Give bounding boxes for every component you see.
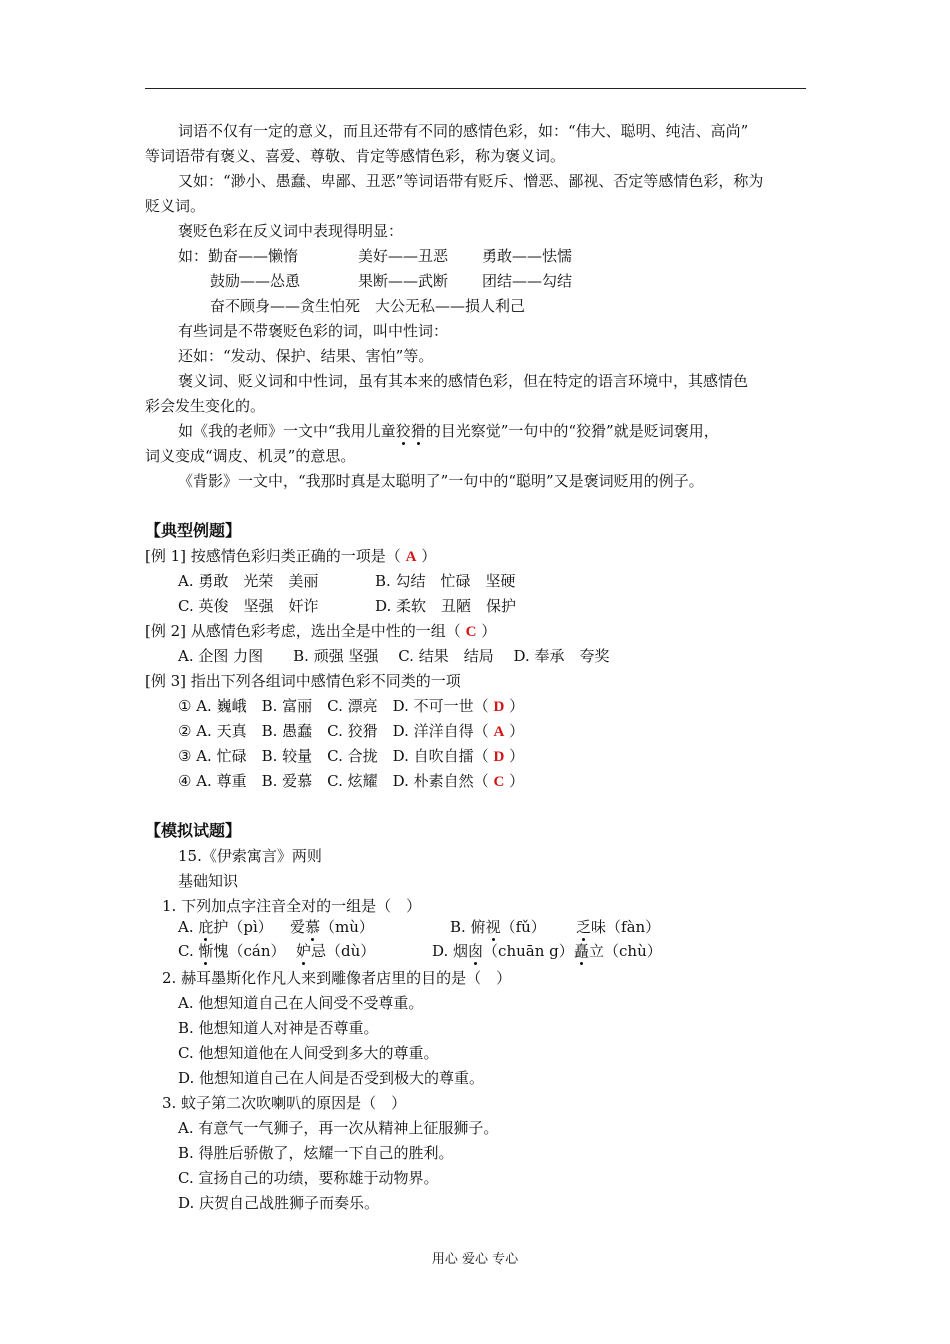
text-run: 忌（dù）: [311, 942, 376, 960]
question-3-option: B. 得胜后骄傲了，炫耀一下自己的胜利。: [178, 1144, 454, 1162]
question-2-option: C. 他想知道他在人间受到多大的尊重。: [178, 1044, 439, 1062]
option-a: A. 勇敢 光荣 美丽: [178, 572, 319, 590]
question-1: 1. 下列加点字注音全对的一组是（ ）: [162, 897, 422, 915]
example-3-row: [178, 745, 524, 768]
example-3-row: [178, 720, 524, 743]
mock-subtitle: 基础知识: [178, 872, 239, 890]
antonym-row-3: 奋不顾身——贪生怕死 大公无私——损人利己: [210, 297, 526, 315]
page-footer: 用心 爱心 专心: [431, 1252, 519, 1267]
text-run: （mù）: [320, 918, 374, 936]
question-3-option: D. 庆贺自己战胜狮子而奏乐。: [178, 1194, 380, 1212]
option-d-part2: [574, 942, 662, 960]
text-run: 护（pì）: [213, 918, 273, 936]
examples-heading: 【典型例题】: [145, 521, 242, 540]
intro-p6-line2: 彩会发生变化的。: [145, 397, 266, 415]
option-b-part1: [450, 916, 576, 938]
row-text: ③ A. 忙碌 B. 较量 C. 合拢 D. 自吹自擂（: [178, 747, 489, 765]
text-run: 立（chù）: [589, 942, 662, 960]
antonym-pair: 美好——丑恶: [358, 247, 449, 265]
question-2-option: B. 他想知道人对神是否尊重。: [178, 1019, 379, 1037]
mock-heading: 【模拟试题】: [145, 821, 242, 840]
text-run: 如《我的老师》一文中“我用儿童: [178, 422, 396, 440]
text-run: 爱: [290, 918, 306, 936]
question-2-option: A. 他想知道自己在人间受不受尊重。: [178, 994, 424, 1012]
intro-p1-line2: 等词语带有褒义、喜爱、尊敬、肯定等感情色彩，称为褒义词。: [145, 147, 566, 165]
dotted-char: 慕: [305, 918, 321, 936]
paren-close: ）: [509, 697, 525, 715]
row-text: ④ A. 尊重 B. 爱慕 C. 炫耀 D. 朴素自然（: [178, 772, 489, 790]
intro-p4: 有些词是不带褒贬色彩的词，叫中性词：: [178, 322, 449, 340]
example-3-row: [178, 695, 524, 718]
dotted-char: 庇: [198, 918, 214, 936]
option-a-part2: [290, 916, 450, 938]
dotted-char: 妒: [296, 942, 312, 960]
example-2-options: A. 企图 力图 B. 顽强 坚强 C. 结果 结局 D. 奉承 夸奖: [178, 647, 610, 665]
question-2: 2. 赫耳墨斯化作凡人来到雕像者店里的目的是（ ）: [162, 969, 512, 987]
antonym-pair: 鼓励——怂恿: [210, 272, 301, 290]
intro-p2-line1: 又如：“渺小、愚蠢、卑鄙、丑恶”等词语带有贬斥、憎恶、鄙视、否定等感情色彩，称为: [178, 172, 764, 190]
answer-mark: D: [493, 699, 505, 715]
dotted-char: 狡: [395, 422, 411, 440]
mock-title: 15.《伊索寓言》两则: [178, 847, 322, 865]
question-1-options-cd: [178, 940, 662, 962]
intro-p5: 还如：“发动、保护、结果、害怕”等。: [178, 347, 434, 365]
answer-mark: D: [493, 749, 505, 765]
paren-close: ）: [509, 772, 525, 790]
dotted-char: 矗: [574, 942, 590, 960]
dotted-char: 乏: [576, 918, 592, 936]
dotted-char: 猾: [410, 422, 426, 440]
option-c: C. 英俊 坚强 奸诈: [178, 597, 319, 615]
example-1-options-ab: [178, 570, 516, 592]
antonym-row-2: [210, 270, 572, 292]
answer-mark: A: [493, 724, 505, 740]
option-b: B. 勾结 忙碌 坚硬: [375, 572, 516, 590]
text-run: （chuān g）: [483, 942, 574, 960]
paren-close: ）: [509, 747, 525, 765]
text-run: 味（fàn）: [591, 918, 661, 936]
question-text: [例 2] 从感情色彩考虑，选出全是中性的一组（: [145, 622, 461, 640]
intro-p6-line1: 褒义词、贬义词和中性词，虽有其本来的感情色彩，但在特定的语言环境中，其感情色: [178, 372, 749, 390]
question-text: [例 1] 按感情色彩归类正确的一项是（: [145, 547, 401, 565]
example-1-options-cd: [178, 595, 516, 617]
row-text: ① A. 巍峨 B. 富丽 C. 漂亮 D. 不可一世（: [178, 697, 489, 715]
option-d: D. 柔软 丑陋 保护: [375, 597, 517, 615]
text-run: C.: [178, 942, 199, 960]
antonym-pair: 果断——武断: [358, 272, 449, 290]
question-3-option: A. 有意气一气狮子，再一次从精神上征服狮子。: [178, 1119, 499, 1137]
dotted-char: 视: [485, 918, 501, 936]
option-c-part2: [296, 940, 432, 962]
text-run: B. 俯: [450, 918, 486, 936]
intro-p3: 褒贬色彩在反义词中表现得明显：: [178, 222, 404, 240]
answer-mark: C: [465, 624, 477, 640]
text-run: 愧（cán）: [213, 942, 286, 960]
antonym-pair: 如：勤奋——懒惰: [178, 247, 299, 265]
option-c-part1: [178, 940, 296, 962]
intro-p7-line1: [178, 420, 719, 442]
option-d-part1: [432, 940, 574, 962]
option-a-part1: [178, 916, 290, 938]
question-3-option: C. 宣扬自己的功绩，要称雄于动物界。: [178, 1169, 439, 1187]
antonym-pair: 勇敢——怯懦: [482, 247, 573, 265]
paren-close: ）: [509, 722, 525, 740]
row-text: ② A. 天真 B. 愚蠢 C. 狡猾 D. 洋洋自得（: [178, 722, 489, 740]
text-run: A.: [178, 918, 199, 936]
text-run: D. 烟: [432, 942, 469, 960]
example-2-question: [145, 620, 496, 643]
example-3-question: [例 3] 指出下列各组词中感情色彩不同类的一项: [145, 672, 461, 690]
question-1-options-ab: [178, 916, 660, 938]
paren-close: ）: [481, 622, 497, 640]
intro-p2-line2: 贬义词。: [145, 197, 206, 215]
antonym-pair: 团结——勾结: [482, 272, 573, 290]
question-3: 3. 蚊子第二次吹喇叭的原因是（ ）: [162, 1094, 407, 1112]
answer-mark: A: [405, 549, 417, 565]
dotted-char: 囱: [468, 942, 484, 960]
header-rule: [145, 88, 806, 89]
answer-mark: C: [493, 774, 505, 790]
text-run: 的目光察觉”一句中的“狡猾”就是贬词褒用，: [425, 422, 719, 440]
intro-p7-line2: 词义变成“调皮、机灵”的意思。: [145, 447, 356, 465]
example-1-question: [145, 545, 436, 568]
antonym-row-1: [178, 245, 572, 267]
intro-p1-line1: 词语不仅有一定的意义，而且还带有不同的感情色彩，如：“伟大、聪明、纯洁、高尚”: [178, 122, 749, 140]
text-run: （fǔ）: [500, 918, 546, 936]
example-3-row: [178, 770, 524, 793]
option-b-part2: [576, 918, 660, 936]
question-2-option: D. 他想知道自己在人间是否受到极大的尊重。: [178, 1069, 485, 1087]
dotted-char: 惭: [198, 942, 214, 960]
intro-p8: 《背影》一文中，“我那时真是太聪明了”一句中的“聪明”又是褒词贬用的例子。: [178, 472, 704, 490]
paren-close: ）: [421, 547, 437, 565]
